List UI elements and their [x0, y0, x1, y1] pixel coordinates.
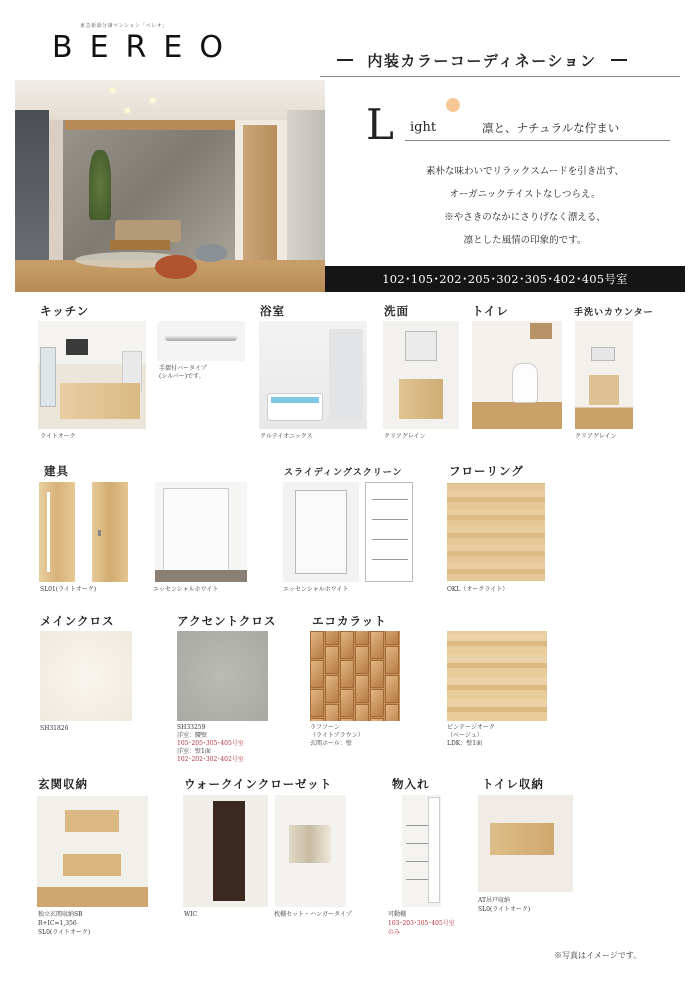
main-cloth-caption: SH31826 — [40, 725, 69, 732]
ecocarat-caption-2: （ライトブラウン） — [310, 732, 364, 739]
ecocarat-tile — [385, 675, 399, 703]
title-rule — [320, 76, 680, 77]
bath-caption: クルテイオニックス — [260, 433, 313, 440]
concept-rule — [405, 140, 670, 141]
concept-line: 凛とした風情の印象的です。 — [463, 235, 587, 246]
unit-numbers-bar — [325, 266, 685, 292]
grab-bar-caption-2: (シルバー)です。 — [159, 373, 205, 380]
concept-line: ※やさきのなかにさりげなく漂える、 — [444, 212, 606, 223]
concept-line: 素朴な味わいでリラックスムードを引き出す、 — [426, 166, 624, 177]
accent-cloth-caption-3: 洋室：壁1面 — [177, 748, 211, 755]
oak-caption-2: （ベージュ） — [447, 732, 483, 739]
ecocarat-swatch — [310, 631, 400, 721]
wic-caption-1: WIC — [184, 911, 198, 918]
title-dash-left — [337, 59, 353, 61]
ecocarat-tile — [385, 646, 399, 674]
concept-line: オーガニックテイストなしつらえ。 — [449, 189, 601, 200]
wash-caption: クリアグレイン — [384, 433, 426, 440]
toilet-storage-caption-2: SL0(ライトオーク) — [478, 906, 531, 913]
fittings-title: 建具 — [44, 464, 69, 478]
oak-caption-3: LDK：壁1面 — [447, 740, 483, 747]
flooring-swatch — [447, 483, 545, 581]
wic-door-photo — [183, 795, 268, 907]
accent-cloth-units-1: 105･205･305･405号室 — [177, 740, 244, 747]
wic-title: ウォークインクローゼット — [184, 777, 333, 791]
closet-caption: エッセンシャルホワイト — [153, 586, 219, 593]
accent-cloth-title: アクセントクロス — [177, 614, 277, 628]
main-cloth-swatch — [40, 631, 132, 721]
toilet-storage-title: トイレ収納 — [482, 777, 544, 791]
image-disclaimer: ※写真はイメージです。 — [554, 951, 642, 960]
storage-caption-1: 可動棚 — [388, 911, 407, 918]
ecocarat-tile — [370, 631, 384, 659]
toilet-photo — [472, 321, 562, 429]
kitchen-title: キッチン — [40, 304, 90, 318]
unit-numbers: 102･105･202･205･302･305･402･405号室 — [382, 272, 628, 286]
ecocarat-tile — [385, 704, 399, 721]
screen-rack-photo — [365, 482, 413, 582]
accent-cloth-units-2: 102･202･302･402号室 — [177, 756, 244, 763]
grab-bar-photo — [157, 321, 245, 361]
ecocarat-tile — [325, 631, 339, 645]
counter-caption: クリアグレイン — [575, 433, 617, 440]
ecocarat-title: エコカラット — [312, 614, 387, 628]
accent-cloth-caption-2: 洋室：腰壁 — [177, 732, 208, 739]
storage-units: 103･203･305･405号室 — [388, 920, 455, 927]
bath-photo — [259, 321, 367, 429]
screen-caption: エッセンシャルホワイト — [283, 586, 349, 593]
screen-title: スライディングスクリーン — [284, 468, 403, 478]
toilet-title: トイレ — [472, 304, 509, 318]
ecocarat-tile — [340, 660, 354, 688]
genkan-title: 玄関収納 — [38, 777, 88, 791]
fittings-caption: SL01(ライトオーク) — [40, 586, 97, 593]
ecocarat-tile — [310, 631, 324, 659]
counter-photo — [575, 321, 633, 429]
ecocarat-tile — [310, 718, 324, 721]
accent-dot — [446, 98, 460, 112]
living-room-photo — [15, 80, 325, 292]
genkan-caption-1: 独立玄関収納SB — [38, 911, 83, 918]
ecocarat-tile — [355, 646, 369, 674]
ecocarat-tile — [385, 631, 399, 645]
ecocarat-caption-1: ラフソーン — [310, 724, 340, 731]
ecocarat-tile — [340, 689, 354, 717]
accent-cloth-caption-1: SH33259 — [177, 724, 206, 731]
wic-interior-photo — [275, 795, 346, 907]
ecocarat-tile — [325, 646, 339, 674]
storage-photo — [402, 795, 441, 907]
oak-swatch — [447, 631, 547, 721]
accent-cloth-swatch — [177, 631, 268, 721]
ecocarat-tile — [370, 689, 384, 717]
storage-title: 物入れ — [392, 777, 430, 791]
concept-subtitle: 凛と、ナチュラルな佇まい — [482, 121, 620, 135]
ecocarat-tile — [325, 675, 339, 703]
ecocarat-tile — [325, 704, 339, 721]
genkan-caption-2: R+IC=1,356 — [38, 920, 77, 927]
screen-photo — [283, 482, 359, 582]
ecocarat-tile — [370, 660, 384, 688]
wash-photo — [383, 321, 459, 429]
kitchen-photo — [38, 321, 146, 429]
page-title-text: 内装カラーコーディネーション — [367, 51, 597, 70]
storage-units-note: のみ — [388, 929, 401, 936]
wash-title: 洗面 — [384, 304, 409, 318]
ecocarat-tile — [310, 689, 324, 717]
counter-title: 手洗いカウンター — [574, 308, 654, 318]
door-photo-2 — [92, 482, 128, 582]
ecocarat-caption-3: 玄関ホール：壁 — [310, 740, 352, 747]
ecocarat-tile — [355, 631, 369, 645]
ecocarat-tile — [370, 718, 384, 721]
ecocarat-tile — [355, 675, 369, 703]
toilet-storage-photo — [478, 795, 573, 892]
wic-caption-2: 枕棚セット・ハンガータイプ — [274, 911, 352, 918]
ecocarat-tile — [355, 704, 369, 721]
grab-bar-caption-1: 手摺付バータイプ — [159, 365, 207, 372]
genkan-caption-3: SL0(ライトオーク) — [38, 929, 91, 936]
bath-title: 浴室 — [260, 304, 285, 318]
flooring-title: フローリング — [449, 464, 524, 478]
oak-caption-1: ピンテージオーク — [447, 724, 495, 731]
ecocarat-tile — [310, 660, 324, 688]
main-cloth-title: メインクロス — [40, 614, 115, 628]
brand-tagline: 東急新築分譲マンション「ベレオ」 — [80, 23, 168, 29]
concept-description — [360, 160, 690, 252]
genkan-storage-photo — [37, 796, 148, 907]
toilet-storage-caption-1: AT吊戸収納 — [478, 897, 511, 904]
concept-letter: L — [366, 100, 394, 149]
concept-word: ight — [410, 120, 437, 135]
kitchen-caption: ライトオーク — [40, 433, 76, 440]
closet-photo — [155, 482, 247, 582]
ecocarat-tile — [340, 718, 354, 721]
brand-logo: BEREO — [52, 30, 240, 65]
title-dash-right — [611, 59, 627, 61]
ecocarat-tile — [340, 631, 354, 659]
door-photo-1 — [39, 482, 75, 582]
flooring-caption: OKL（オークライト） — [447, 586, 509, 593]
page-title — [312, 48, 652, 72]
